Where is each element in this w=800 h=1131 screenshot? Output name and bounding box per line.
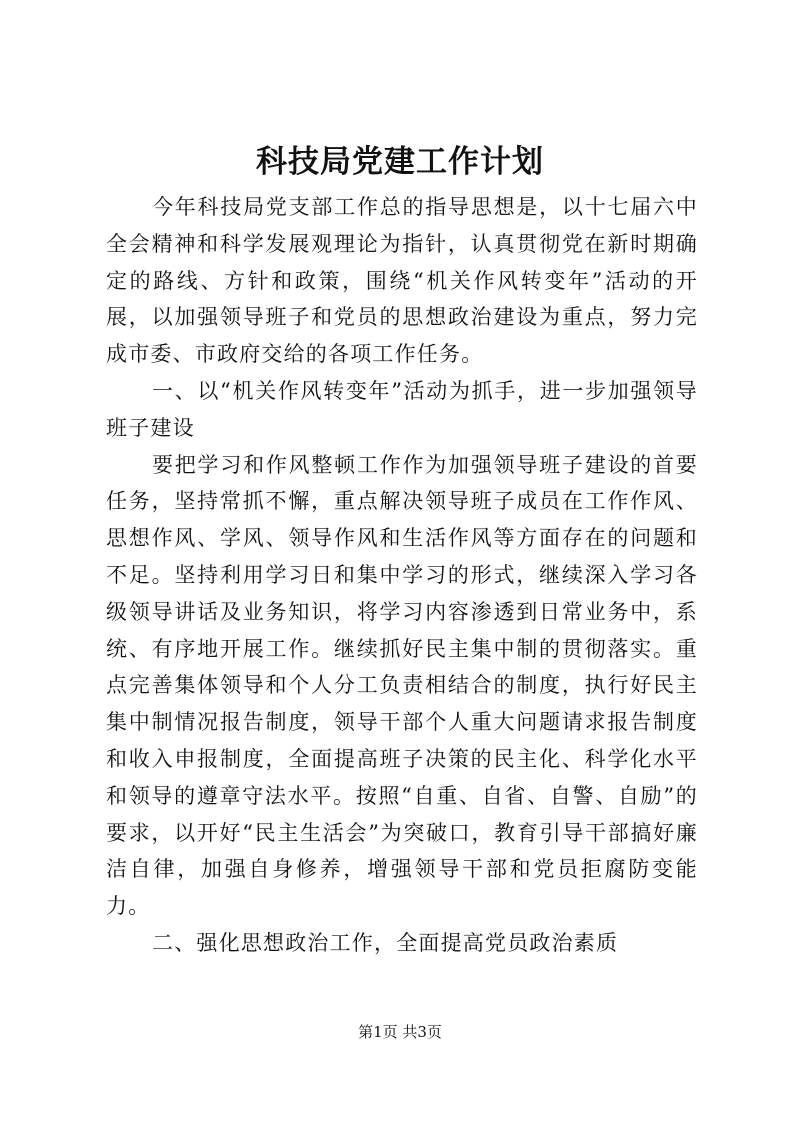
paragraph-section-1: 要把学习和作风整顿工作作为加强领导班子建设的首要任务，坚持常抓不懈，重点解决领导班子成员在工作作风、思想作风、学风、领导作风和生活作风等方面存在的问题和不足。坚持利用学习日和集中学习的形式，继续深入学习各级领导讲话及业务知识，将学习内容渗透到日常业务中，系统、有序地开展工作。继续抓好民主集中制的贯彻落实。重点完善集体领导和个人分工负责相结合的制度，执行好民主集中制情况报告制度，领导干部个人重大问题请求报告制度和收入申报制度，全面提高班子决策的民主化、科学化水平和领导的遵章守法水平。按照“自重、自省、自警、自励”的要求，以开好“民主生活会”为突破口，教育引导干部搞好廉洁自律，加强自身修养，增强领导干部和党员拒腐防变能力。 <box>106 452 698 919</box>
page-number-footer: 第1页 共3页 <box>358 1023 442 1041</box>
document-body <box>106 189 698 962</box>
paragraph-intro: 今年科技局党支部工作总的指导思想是，以十七届六中全会精神和科学发展观理论为指针，认真贯彻党在新时期确定的路线、方针和政策，围绕“机关作风转变年”活动的开展，以加强领导班子和党员的思想政治建设为重点，努力完成市委、市政府交给的各项工作任务。 <box>106 195 698 367</box>
section-heading-1: 一、以“机关作风转变年”活动为抓手，进一步加强领导班子建设 <box>106 378 698 440</box>
section-heading-2: 二、强化思想政治工作，全面提高党员政治素质 <box>152 930 619 955</box>
document-title: 科技局党建工作计划 <box>256 144 544 180</box>
